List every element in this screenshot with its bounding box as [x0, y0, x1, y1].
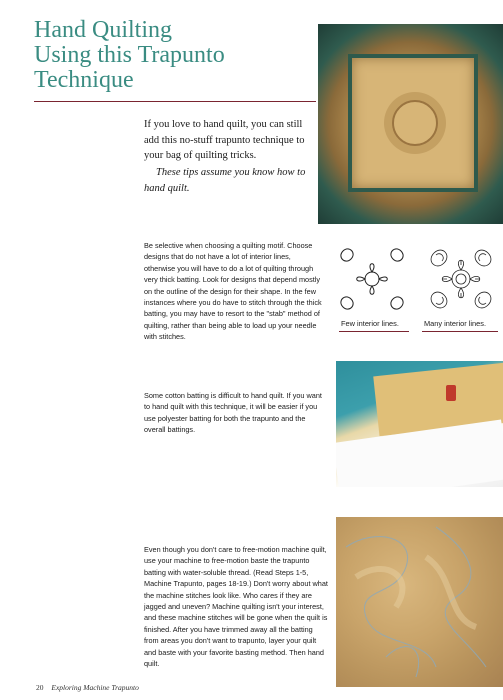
title-rule — [34, 101, 316, 102]
caption-rule-few — [339, 331, 409, 332]
intro-italic: These tips assume you know how to hand quilt. — [144, 167, 306, 194]
flower-motif — [392, 100, 438, 146]
thread-spool — [446, 385, 456, 401]
paragraph-basting: Even though you don't care to free-motion machine quilt, use your machine to free-motion baste the trapunto batting with water-soluble thread. (Read Steps 1-5, Machine Trapunto, pages 18-19.) Don't worry about what the machine stitches look like. Who cares if they are jagged and uneven? Machine quilting isn't your interest, and these machine stitches will be gone when the quilt is finished. After you have trimmed away all the batting from areas you don't want to trapunto, layer your quilt and baste with your favorite basting method. Then hand quilt. — [144, 545, 328, 669]
caption-many-lines: Many interior lines. — [424, 319, 487, 328]
paragraph-batting: Some cotton batting is difficult to hand quilt. If you want to hand quilt with this technique, it will be easier if you use polyester batting for both the trapunto and the overall battings. — [144, 391, 322, 435]
footer — [36, 683, 139, 692]
page-number: 20 — [36, 683, 44, 692]
quilt-center-block — [348, 54, 478, 192]
batting-photo — [336, 361, 503, 487]
stitch-photo — [336, 517, 503, 687]
few-lines-diagram — [335, 243, 409, 315]
book-title: Exploring Machine Trapunto — [51, 683, 139, 692]
caption-few-lines: Few interior lines. — [341, 319, 399, 328]
title-line-1: Hand Quilting — [34, 17, 172, 43]
page-title — [34, 18, 304, 93]
caption-rule-many — [422, 331, 498, 332]
title-line-3: Technique — [34, 67, 134, 93]
quilt-photo — [318, 24, 503, 224]
intro-text: If you love to hand quilt, you can still add this no-stuff trapunto technique to your bag of quilting tricks. — [144, 119, 305, 161]
title-line-2: Using this Trapunto — [34, 42, 225, 68]
many-lines-diagram — [424, 243, 498, 315]
paragraph-motif: Be selective when choosing a quilting motif. Choose designs that do not have a lot of interior lines, otherwise you will have to do a lot of quilting through very thick batting. Look for designs that depend mostly on the outline of the design for their shape. In the few instances where you do have to stitch through the thick batting, you may have to resort to the "stab" method of quilting, rather than being able to load up your needle with stitches. — [144, 241, 322, 342]
